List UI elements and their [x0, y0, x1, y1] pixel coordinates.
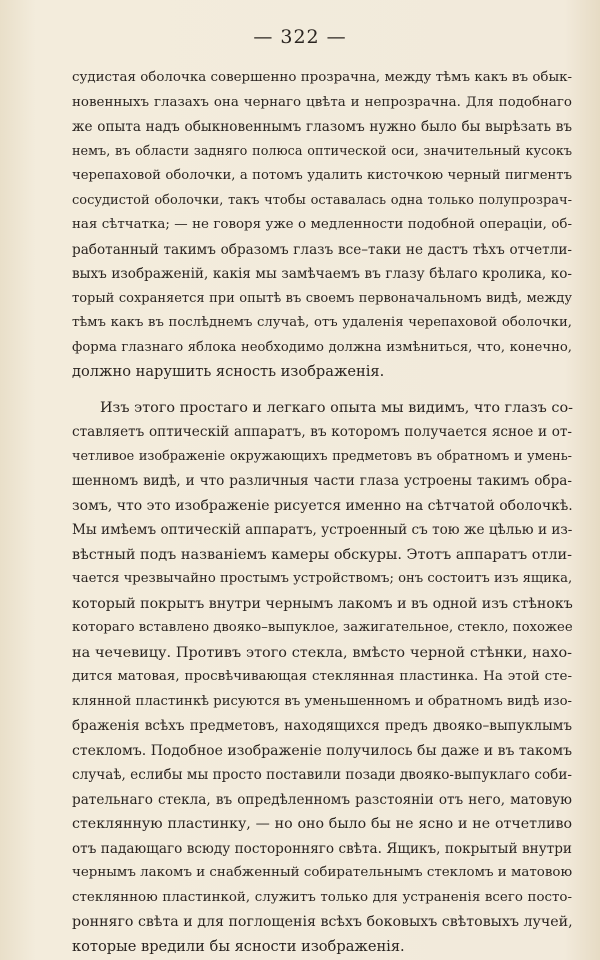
text-line: ставляетъ оптическій аппаратъ, въ которомъ получается ясное и от- [72, 424, 572, 440]
text-line: клянной пластинкѣ рисуются въ уменьшенномъ и обратномъ видѣ изо- [72, 693, 572, 709]
text-line: зомъ, что это изображеніе рисуется именно на сѣтчатой оболочкѣ. [72, 497, 573, 514]
text-line: Изъ этого простаго и легкаго опыта мы видимъ, что глазъ со- [100, 399, 573, 416]
text-line: стекломъ. Подобное изображеніе получилось бы даже и въ такомъ [72, 742, 572, 759]
text-line: немъ, въ области задняго полюса оптической оси, значительный кусокъ [72, 143, 572, 159]
text-line: тѣмъ какъ въ послѣднемъ случаѣ, отъ удаленія черепаховой оболочки, [72, 315, 572, 330]
text-line: ронняго свѣта и для поглощенія всѣхъ боковыхъ свѣтовыхъ лучей, [72, 914, 573, 930]
text-line: же опыта надъ обыкновеннымъ глазомъ нужно было бы вырѣзать въ [72, 119, 572, 135]
text-line: работанный такимъ образомъ глазъ все–таки не дастъ тѣхъ отчетли- [72, 241, 572, 258]
text-line: который покрытъ внутри чернымъ лакомъ и въ одной изъ стѣнокъ [72, 595, 573, 612]
text-line: торый сохраняется при опытѣ въ своемъ первоначальномъ видѣ, между [72, 290, 572, 306]
text-line: шенномъ видѣ, и что различныя части глаза устроены такимъ обра- [72, 473, 572, 489]
text-line: форма глазнаго яблока необходимо должна измѣниться, что, конечно, [72, 339, 572, 355]
paragraph-2 [72, 396, 572, 960]
text-line: черепаховой оболочки, а потомъ удалить кисточкою черный пигментъ [72, 168, 572, 183]
text-line: которые вредили бы ясности изображенія. [72, 937, 405, 955]
text-line: стеклянною пластинкой, служитъ только для устраненія всего посто- [72, 889, 572, 905]
text-line: судистая оболочка совершенно прозрачна, между тѣмъ какъ въ обык- [72, 70, 572, 85]
text-line: рательнаго стекла, въ опредѣленномъ разстояніи отъ него, матовую [72, 791, 572, 808]
text-line: вѣстный подъ названіемъ камеры обскуры. Этотъ аппаратъ отли- [72, 546, 572, 563]
text-line: должно нарушить ясность изображенія. [72, 363, 385, 380]
text-line: на чечевицу. Противъ этого стекла, вмѣсто черной стѣнки, нахо- [72, 644, 572, 661]
text-line: чернымъ лакомъ и снабженный собирательнымъ стекломъ и матовою [72, 865, 573, 880]
text-line: браженія всѣхъ предметовъ, находящихся предъ двояко–выпуклымъ [72, 718, 572, 734]
text-line: котораго вставлено двояко–выпуклое, зажигательное, стекло, похожее [72, 620, 573, 635]
text-line: выхъ изображеній, какія мы замѣчаемъ въ глазу бѣлаго кролика, ко- [72, 266, 572, 282]
text-line: четливое изображеніе окружающихъ предметовъ въ обратномъ и умень- [72, 448, 572, 464]
text-line: новенныхъ глазахъ она чернаго цвѣта и непрозрачна. Для подобнаго [72, 94, 572, 110]
text-line: чается чрезвычайно простымъ устройствомъ; онъ состоитъ изъ ящика, [72, 571, 573, 586]
text-line: сосудистой оболочки, такъ чтобы оставалась одна только полупрозрач- [72, 192, 572, 208]
body-text [72, 66, 572, 959]
paragraph-1 [72, 66, 572, 385]
text-line: случаѣ, еслибы мы просто поставили позади двояко-выпуклаго соби- [72, 767, 572, 783]
text-line: стеклянную пластинку, — но оно было бы не ясно и не отчетливо [72, 816, 572, 832]
text-line: отъ падающаго всюду посторонняго свѣта. Ящикъ, покрытый внутри [72, 840, 572, 857]
text-line: Мы имѣемъ оптическій аппаратъ, устроенный съ тою же цѣлью и из- [72, 522, 573, 538]
text-line: дится матовая, просвѣчивающая стеклянная пластинка. На этой сте- [72, 669, 572, 684]
text-line: ная сѣтчатка; — не говоря уже о медленности подобной операціи, об- [72, 217, 572, 232]
page-number: — 322 — [253, 26, 347, 48]
